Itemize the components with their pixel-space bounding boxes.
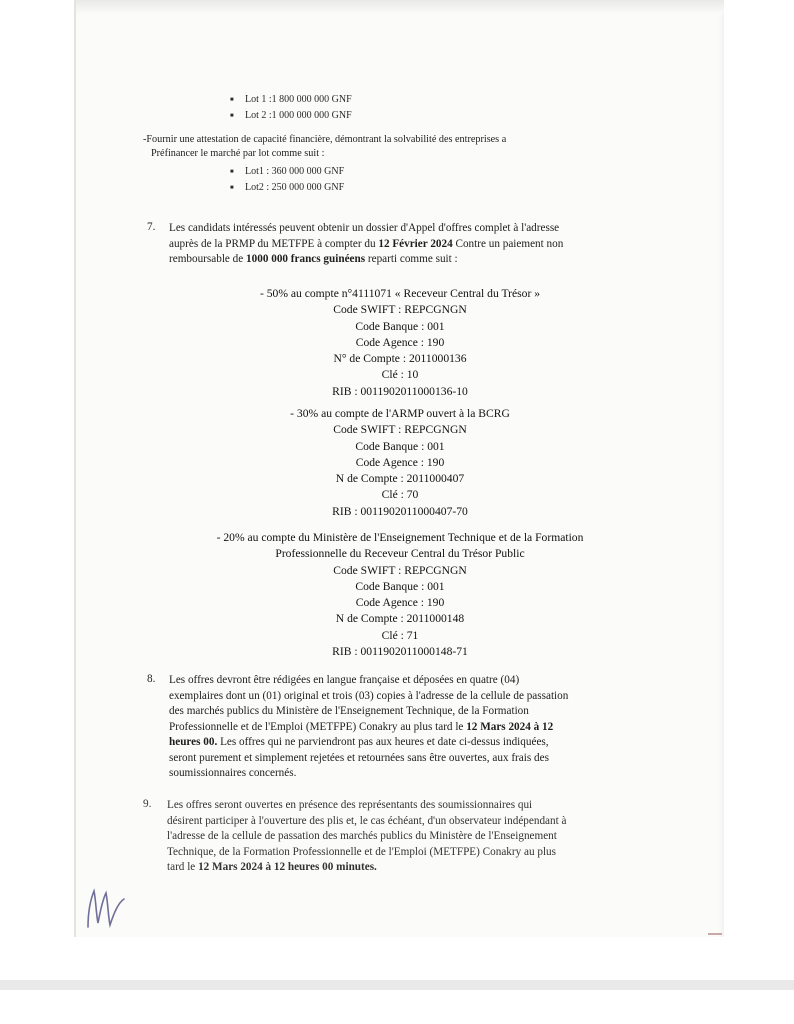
item-9-paragraph: Les offres seront ouvertes en présence des représentants des soumissionnaires qui désirent participer à l'ouverture des plis et, le cas échéant, d'un observateur indépendant à l'adresse de la cellule de passation des marchés publics du Ministère de l'Enseignement Technique, de la Formation Professionnelle et de l'Emploi (METFPE) Conakry au plus tard le 12 Mars 2024 à 12 heures 00 minutes. (167, 799, 567, 873)
account-block-2: - 30% au compte de l'ARMP ouvert à la BCRG Code SWIFT : REPCGNGN Code Banque : 001 Code Agence : 190 N de Compte : 2011000407 Clé : 70 RIB : 0011902011000407-70 (290, 407, 510, 518)
page-edge (74, 0, 76, 937)
financial-capacity-list (230, 164, 344, 196)
item-8-paragraph: Les offres devront être rédigées en langue française et déposées en quatre (04) exemplaires dont un (01) original et trois (03) copies à l'adresse de la cellule de passation des marchés publics du Ministère de l'Enseignement Technique, de la Formation Professionnelle et de l'Emploi (METFPE) Conakry au plus tard le 12 Mars 2024 à 12 heures 00. Les offres qui ne parviendront pas aux heures et date ci-dessus indiquées, seront purement et simplement rejetées et retournées sans être ouvertes, aux frais des soumissionnaires concernés. (169, 674, 569, 779)
financial-capacity-text: -Fournir une attestation de capacité financière, démontrant la solvabilité des entreprises a Préfinancer le marché par lot comme suit : (143, 134, 507, 159)
account-block-1: - 50% au compte n°4111071 « Receveur Central du Trésor » Code SWIFT : REPCGNGN Code Banque : 001 Code Agence : 190 N° de Compte : 2011000136 Clé : 10 RIB : 0011902011000136-10 (259, 287, 541, 398)
item-number: 8. (147, 673, 156, 685)
item-7-paragraph: Les candidats intéressés peuvent obtenir un dossier d'Appel d'offres complet à l'adresse auprès de la PRMP du METFPE à compter du 12 Février 2024 Contre un paiement non remboursable de 1000 000 francs guinéens reparti comme suit : (169, 222, 564, 265)
scan-mark (708, 933, 722, 935)
account-block-3: - 20% au compte du Ministère de l'Enseignement Technique et de la Formation Professionnelle du Receveur Central du Trésor Public Code SWIFT : REPCGNGN Code Banque : 001 Code Agence : 190 N de Compte : 2011000148 Clé : 71 RIB : 0011902011000148-71 (216, 531, 584, 659)
list-item: ■ Lot 1 :1 800 000 000 GNF (230, 92, 352, 108)
item-number: 9. (143, 798, 152, 810)
scan-shadow (74, 0, 724, 14)
viewer-bottom-bar (0, 980, 794, 990)
item-number: 7. (147, 221, 156, 233)
list-item: ■ Lot 2 :1 000 000 000 GNF (230, 108, 352, 124)
list-item: ■ Lot1 : 360 000 000 GNF (230, 164, 344, 180)
lot-amount-list (230, 92, 352, 124)
list-item: ■ Lot2 : 250 000 000 GNF (230, 180, 344, 196)
signature-initials (84, 883, 134, 933)
